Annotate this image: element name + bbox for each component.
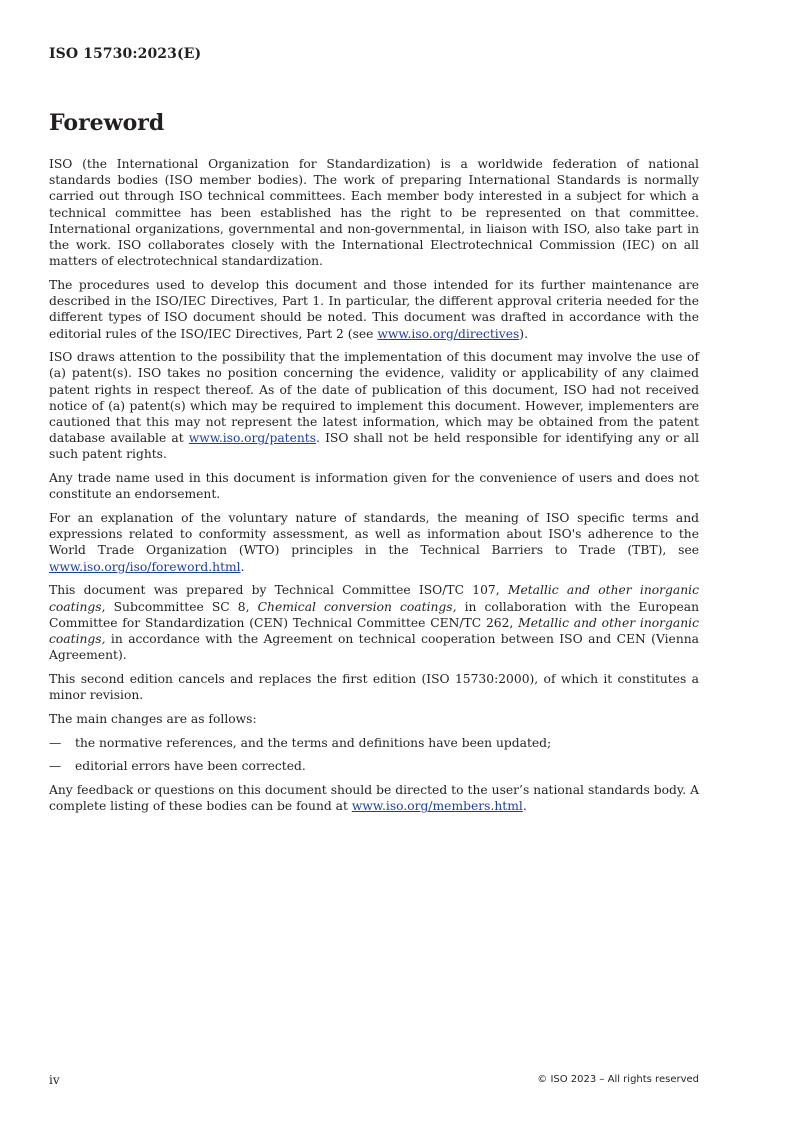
paragraph-edition: This second edition cancels and replaces the first edition (ISO 15730:2000), of which it constitutes a minor revision.	[49, 671, 699, 703]
paragraph-prepared-by: This document was prepared by Technical Committee ISO/TC 107, Metallic and other inorganic coatings, Subcommittee SC 8, Chemical conversion coatings, in collaboration with the European Committee for Standardization (CEN) Technical Committee CEN/TC 262, Metallic and other inorganic coatings, in accordance with the Agreement on technical cooperation between ISO and CEN (Vienna Agreement).	[49, 583, 699, 663]
paragraph-feedback: Any feedback or questions on this document should be directed to the user’s national standards body. A complete listing of these bodies can be found at www.iso.org/members.html.	[49, 782, 699, 814]
paragraph-patents: ISO draws attention to the possibility that the implementation of this document may involve the use of (a) patent(s). ISO takes no position concerning the evidence, validity or applicability of any claimed patent rights in respect thereof. As of the date of publication of this document, ISO had not received notice of (a) patent(s) which may be required to implement this document. However, implementers are cautioned that this may not represent the latest information, which may be obtained from the patent database available at www.iso.org/patents. ISO shall not be held responsible for identifying any or all such patent rights.	[49, 350, 699, 462]
paragraph-iso-intro: ISO (the International Organization for Standardization) is a worldwide federation of national standards bodies (ISO member bodies). The work of preparing International Standards is normally carried out through ISO technical committees. Each member body interested in a subject for which a technical committee has been established has the right to be represented on that committee. International organizations, governmental and non-governmental, in liaison with ISO, also take part in the work. ISO collaborates closely with the International Electrotechnical Commission (IEC) on all matters of electrotechnical standardization.	[49, 157, 699, 269]
document-id: ISO 15730:2023(E)	[49, 46, 202, 62]
link-directives[interactable]: www.iso.org/directives	[377, 326, 520, 341]
list-item-text: editorial errors have been corrected.	[75, 759, 306, 774]
list-dash: —	[49, 759, 62, 774]
paragraph-main-changes: The main changes are as follows:	[49, 711, 257, 726]
link-members[interactable]: www.iso.org/members.html	[351, 799, 523, 814]
link-patents[interactable]: www.iso.org/patents	[188, 431, 317, 446]
link-foreword[interactable]: www.iso.org/iso/foreword.html	[49, 559, 241, 574]
list-item-text: the normative references, and the terms and definitions have been updated;	[75, 735, 552, 750]
paragraph-voluntary-nature: For an explanation of the voluntary nature of standards, the meaning of ISO specific terms and expressions related to conformity assessment, as well as information about ISO's adherence to the World Trade Organization (WTO) principles in the Technical Barriers to Trade (TBT), see www.iso.org/iso/foreword.html.	[49, 511, 699, 574]
paragraph-trade-name: Any trade name used in this document is information given for the convenience of users and does not constitute an endorsement.	[49, 471, 699, 502]
foreword-body	[49, 156, 699, 822]
list-item	[49, 735, 699, 751]
page-number: iv	[49, 1073, 60, 1087]
copyright-notice: © ISO 2023 – All rights reserved	[537, 1074, 699, 1085]
list-item	[49, 758, 699, 774]
list-dash: —	[49, 735, 62, 750]
paragraph-procedures: The procedures used to develop this document and those intended for its further maintenance are described in the ISO/IEC Directives, Part 1. In particular, the different approval criteria needed for the different types of ISO document should be noted. This document was drafted in accordance with the editorial rules of the ISO/IEC Directives, Part 2 (see www.iso.org/directives).	[49, 277, 699, 341]
page-title: Foreword	[49, 110, 165, 136]
